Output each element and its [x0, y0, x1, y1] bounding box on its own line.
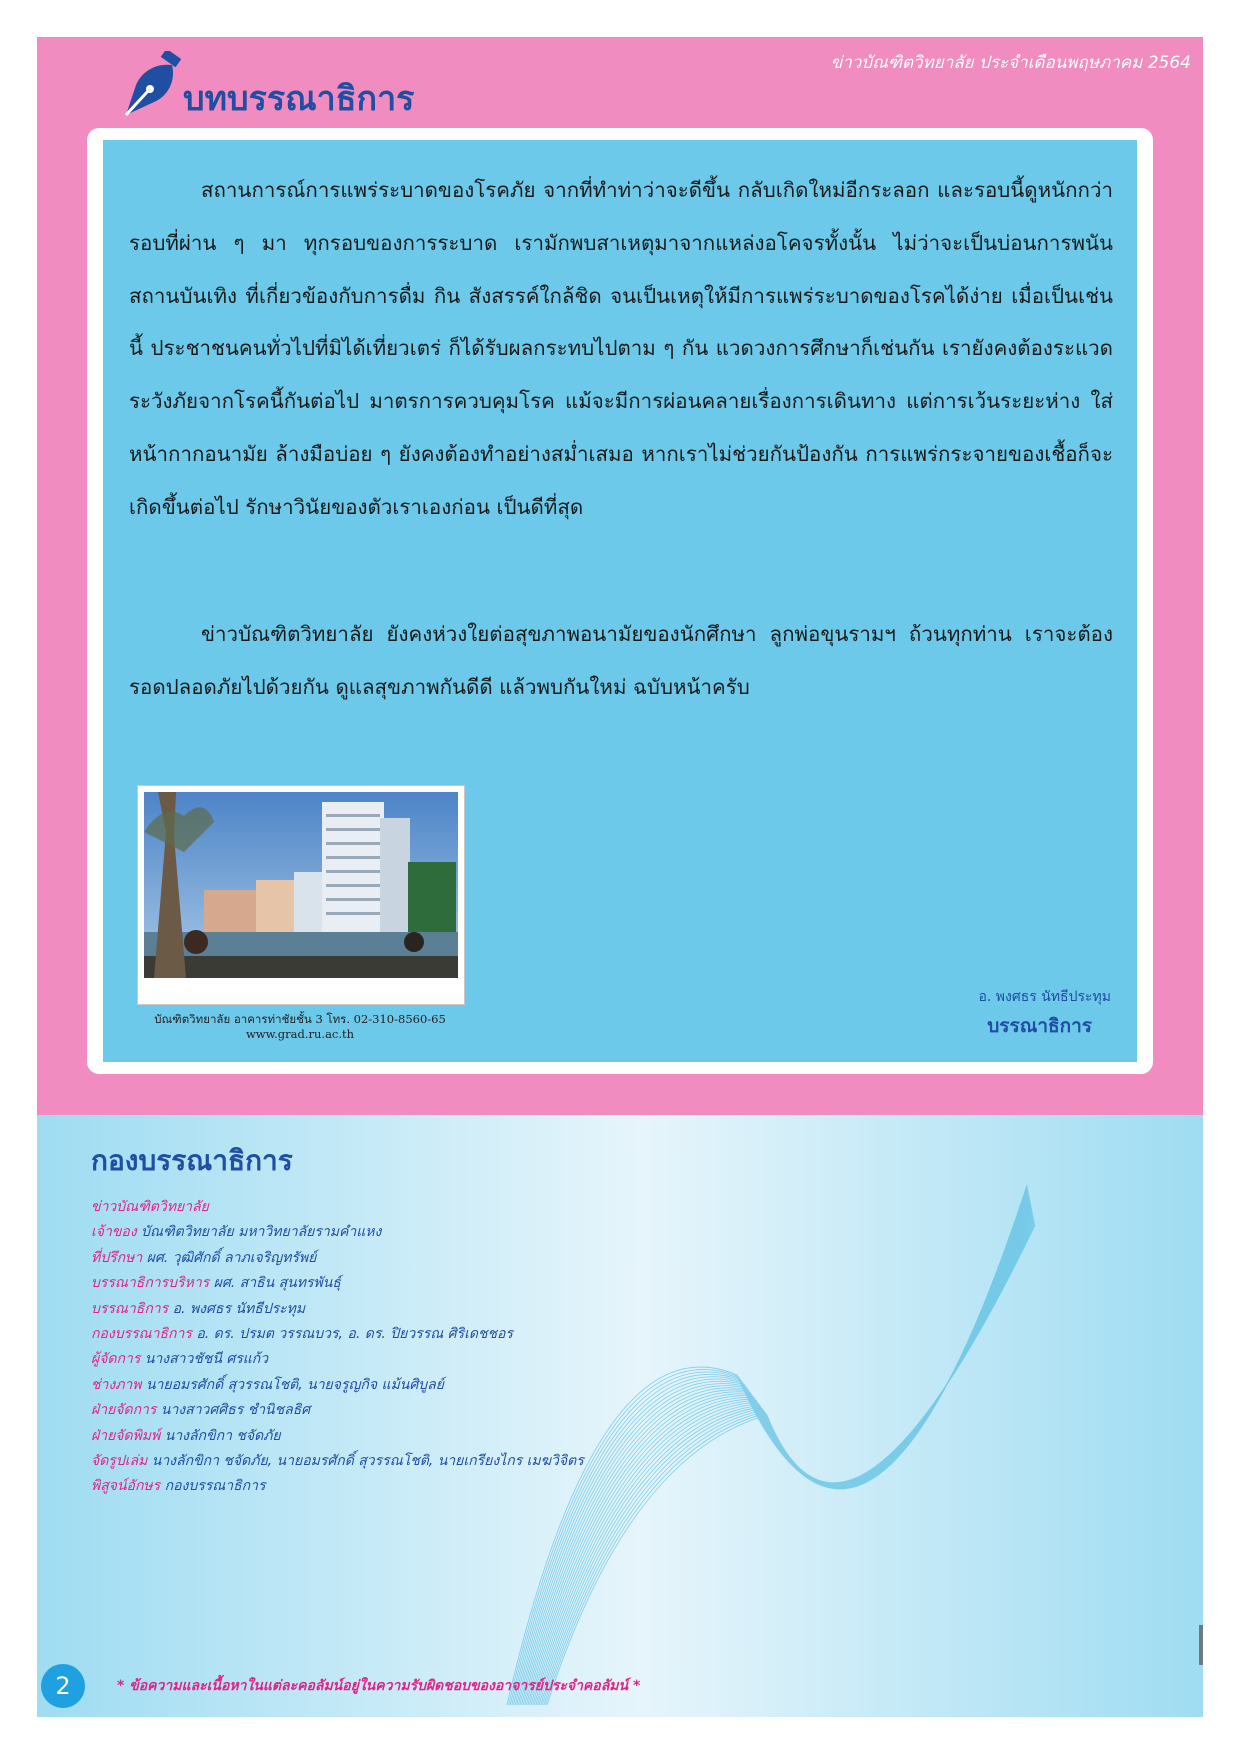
staff-row: [91, 1347, 584, 1372]
staff-role: บรรณาธิการบริหาร: [91, 1275, 210, 1292]
staff-role: บรรณาธิการ: [91, 1300, 169, 1317]
editorial-section: [37, 37, 1203, 1115]
editorial-panel: [103, 140, 1137, 1062]
staff-role: ผู้จัดการ: [91, 1351, 141, 1368]
staff-names: นางสาวชัชนี ศรแก้ว: [144, 1351, 269, 1368]
staff-role: พิสูจน์อักษร: [91, 1478, 161, 1495]
fountain-pen-icon: [120, 51, 182, 117]
staff-names: อ. พงศธร นัทธีประทุม: [172, 1300, 306, 1317]
staff-list: [91, 1195, 584, 1500]
staff-publication: [91, 1195, 584, 1220]
caption-website: www.grad.ru.ac.th: [245, 1027, 355, 1041]
staff-names: อ. ดร. ปรมต วรรณบวร, อ. ดร. ปิยวรรณ ศิริเดชชอร: [196, 1325, 513, 1342]
section-title: บทบรรณาธิการ: [183, 79, 415, 119]
staff-row: [91, 1220, 584, 1245]
publication-name: ข่าวบัณฑิตวิทยาลัย: [91, 1199, 209, 1215]
staff-row: [91, 1322, 584, 1347]
staff-role: ช่างภาพ: [91, 1376, 142, 1393]
page-number: 2: [41, 1664, 85, 1708]
staff-row: [91, 1373, 584, 1398]
newsletter-page: [37, 37, 1203, 1717]
edge-marker: [1199, 1625, 1203, 1665]
staff-role: ที่ปรึกษา: [91, 1249, 143, 1266]
staff-role: ฝ่ายจัดพิมพ์: [91, 1427, 161, 1444]
staff-row: [91, 1271, 584, 1296]
staff-row: [91, 1424, 584, 1449]
staff-row: [91, 1297, 584, 1322]
staff-role: จัดรูปเล่ม: [91, 1452, 148, 1469]
publication-header: ข่าวบัณฑิตวิทยาลัย ประจำเดือนพฤษภาคม 2564: [830, 53, 1191, 73]
staff-row: [91, 1474, 584, 1499]
staff-names: นางลักขิกา ชจัดภัย: [164, 1427, 281, 1444]
paragraph-2-text: ข่าวบัณฑิตวิทยาลัย ยังคงห่วงใยต่อสุขภาพอนามัยของนักศึกษา ลูกพ่อขุนรามฯ ถ้วนทุกท่าน เราจะต้องรอดปลอดภัยไปด้วยกัน ดูแลสุขภาพกันดีดี แล้วพบกันใหม่ ฉบับหน้าครับ: [129, 622, 1113, 699]
staff-names: ผศ. สาธิน สุนทรพันธุ์: [213, 1275, 341, 1292]
editorial-board-section: [37, 1115, 1203, 1717]
staff-names: ผศ. วุฒิศักดิ์ ลาภเจริญทรัพย์: [146, 1249, 317, 1266]
editorial-paragraph-1: [129, 164, 1113, 534]
board-title: กองบรรณาธิการ: [91, 1144, 293, 1177]
staff-row: [91, 1398, 584, 1423]
staff-role: เจ้าของ: [91, 1224, 137, 1241]
staff-names: นางลักขิกา ชจัดภัย, นายอมรศักดิ์ สุวรรณโชติ, นายเกรียงไกร เมฆวิจิตร: [151, 1452, 584, 1469]
caption-address: บัณฑิตวิทยาลัย อาคารท่าชัยชั้น 3 โทร. 02-310-8560-65: [154, 1012, 446, 1026]
disclaimer: * ข้อความและเนื้อหาในแต่ละคอลัมน์อยู่ในความรับผิดชอบของอาจารย์ประจำคอลัมน์ *: [117, 1678, 641, 1694]
staff-names: บัณฑิตวิทยาลัย มหาวิทยาลัยรามคำแหง: [141, 1224, 382, 1241]
staff-role: กองบรรณาธิการ: [91, 1325, 192, 1342]
staff-names: นางสาวศศิธร ชำนิชลธิศ: [160, 1402, 311, 1419]
author-role: บรรณาธิการ: [987, 1015, 1092, 1037]
staff-names: กองบรรณาธิการ: [164, 1478, 266, 1495]
photo-caption: [137, 1012, 463, 1042]
staff-row: [91, 1246, 584, 1271]
building-photo: [137, 785, 465, 1005]
staff-names: นายอมรศักดิ์ สุวรรณโชติ, นายจรูญกิจ แม้นศิบูลย์: [145, 1376, 444, 1393]
staff-role: ฝ่ายจัดการ: [91, 1402, 157, 1419]
staff-row: [91, 1449, 584, 1474]
author-name: อ. พงศธร นัทธีประทุม: [978, 989, 1111, 1005]
editorial-paragraph-2: [129, 608, 1113, 714]
editorial-frame: [87, 128, 1153, 1074]
paragraph-1-text: สถานการณ์การแพร่ระบาดของโรคภัย จากที่ทำท่าว่าจะดีขึ้น กลับเกิดใหม่อีกระลอก และรอบนี้ดูหนักกว่ารอบที่ผ่าน ๆ มา ทุกรอบของการระบาด เรามักพบสาเหตุมาจากแหล่งอโคจรทั้งนั้น ไม่ว่าจะเป็นบ่อนการพนัน สถานบันเทิง ที่เกี่ยวข้องกับการดื่ม กิน สังสรรค์ใกล้ชิด จนเป็นเหตุให้มีการแพร่ระบาดของโรคได้ง่าย เมื่อเป็นเช่นนี้ ประชาชนคนทั่วไปที่มิได้เที่ยวเตร่ ก็ได้รับผลกระทบไปตาม ๆ กัน แวดวงการศึกษาก็เช่นกัน เรายังคงต้องระแวดระวังภัยจากโรคนี้กันต่อไป มาตรการควบคุมโรค แม้จะมีการผ่อนคลายเรื่องการเดินทาง แต่การเว้นระยะห่าง ใส่หน้ากากอนามัย ล้างมือบ่อย ๆ ยังคงต้องทำอย่างสม่ำเสมอ หากเราไม่ช่วยกันป้องกัน การแพร่กระจายของเชื้อก็จะเกิดขึ้นต่อไป รักษาวินัยของตัวเราเองก่อน เป็นดีที่สุด: [129, 178, 1113, 519]
